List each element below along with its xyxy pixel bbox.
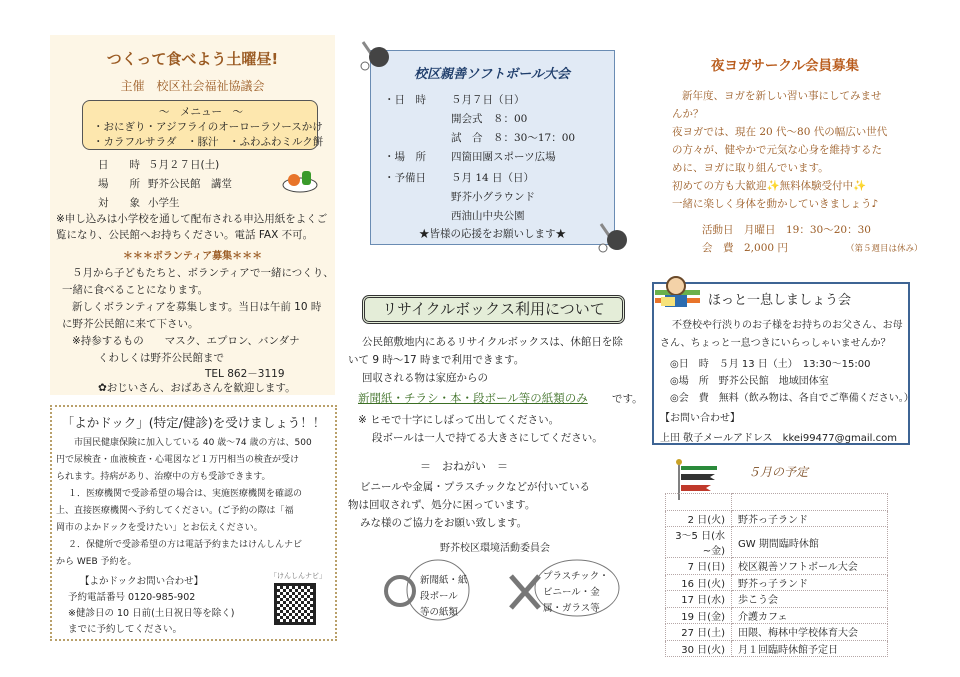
schedule-date: 3～5 日(水~金) <box>666 527 732 558</box>
hotto-detail: ◎会 費 無料（飲み物は、各自でご準備ください。） <box>670 393 914 404</box>
volunteer-text: に野芥公民館に来て下さい。 <box>62 318 199 330</box>
schedule-table <box>665 493 888 657</box>
ng-text: ビニール・金 <box>543 587 600 598</box>
schedule-row <box>666 624 888 641</box>
schedule-event: 野芥っ子ランド <box>732 574 888 591</box>
volunteer-text: ※持参するもの マスク、エプロン、バンダナ <box>72 335 300 347</box>
detail-label: 日 時 <box>98 159 140 171</box>
schedule-event: GW 期間臨時休館 <box>732 527 888 558</box>
row-value: 野芥小グラウンド <box>451 191 535 203</box>
menu-item: ・おにぎり・アジフライのオーローラソースかけ <box>93 121 323 133</box>
yokadock-title: 「よかドック」(特定/健診)を受けましょう！！ <box>61 415 326 430</box>
ok-text: 新聞紙・紙 <box>420 575 468 586</box>
yokadock-text: ２．保健所で受診希望の方は電話予約またはけんしんナビ <box>68 540 303 550</box>
contact-phone: 予約電話番号 0120-985-902 <box>68 592 196 603</box>
schedule-event: 校区親善ソフトボール大会 <box>732 558 888 575</box>
recycle-highlight: 新聞紙・チラシ・本・段ボール等の紙類のみ <box>358 391 588 405</box>
schedule-row <box>666 607 888 624</box>
qr-label: 「けんしんナビ」 <box>270 572 326 580</box>
lunch-title: つくって食べよう土曜昼! <box>106 50 279 68</box>
menu-item: ・カラフルサラダ ・豚汁 ・ふわふわミルク餅 <box>93 136 324 148</box>
detail-label: 対 象 <box>98 197 140 209</box>
hotto-contact-email[interactable]: 上田 敬子メールアドレス kkei99477@gmail.com <box>660 433 897 444</box>
ok-text: 等の紙類 <box>420 607 459 618</box>
baseball-glove-icon <box>360 40 390 72</box>
recycle-title: リサイクルボックス利用について <box>362 295 625 324</box>
lunch-host: 主催 校区社会福祉協議会 <box>120 79 265 93</box>
row-label: ・場 所 <box>384 151 426 163</box>
schedule-date: 30 日(火) <box>666 640 732 657</box>
hotto-contact-title: 【お問い合わせ】 <box>660 413 740 424</box>
volunteer-title: ＊＊＊ボランティア募集＊＊＊ <box>122 251 263 262</box>
volunteer-phone: TEL 862－3119 <box>205 368 285 380</box>
yokadock-text: 円で尿検査・血液検査・心電図など１万円相当の検査が受け <box>56 455 300 465</box>
person-reading-icon <box>655 276 700 308</box>
schedule-row <box>666 574 888 591</box>
notice-text: 覧になり、公民館へお持ちください。電話 FAX 不可。 <box>56 229 314 241</box>
recycle-note: 段ボールは一人で持てる大きさにしてください。 <box>372 432 603 444</box>
request-text: 物は回収されず、処分に困っています。 <box>348 499 536 511</box>
request-text: みな様のご協力をお願い致します。 <box>360 517 528 529</box>
food-plate-icon <box>282 163 318 193</box>
yoga-text: めに、ヨガに取り組んでいます。 <box>672 162 829 174</box>
yoga-fee: 会 費 2,000 円 <box>702 242 788 254</box>
volunteer-text: ５月から子どもたちと、ボランティアで一緒につくり、 <box>72 267 334 279</box>
ng-text: プラスチック・ <box>543 571 609 582</box>
schedule-date: 27 日(土) <box>666 624 732 641</box>
volunteer-text: ✿おじいさん、おばあさんを歓迎します。 <box>98 382 296 394</box>
notice-text: ※申し込みは小学校を通して配布される申込用紙をよくご <box>56 213 328 225</box>
row-value: ５月 14 日（日） <box>451 172 535 184</box>
yokadock-text: から WEB 予約を。 <box>56 557 137 567</box>
schedule-row <box>666 640 888 657</box>
row-value: 開会式 ８：00 <box>451 113 528 125</box>
schedule-date: 16 日(火) <box>666 574 732 591</box>
schedule-date: 2 日(火) <box>666 510 732 527</box>
schedule-event: 田隈、梅林中学校体育大会 <box>732 624 888 641</box>
schedule-event: 歩こう会 <box>732 591 888 608</box>
yokadock-section <box>50 405 337 641</box>
yoga-fee-note: （第５週目は休み） <box>846 244 923 254</box>
lunch-section <box>50 35 335 395</box>
hotto-detail: ◎日 時 ５月 13 日（土） 13:30～15:00 <box>670 359 871 370</box>
menu-title: ～ メニュー ～ <box>159 106 243 118</box>
yokadock-text: １．医療機関で受診希望の場合は、実施医療機関を確認の <box>68 489 303 499</box>
schedule-event: 野芥っ子ランド <box>732 510 888 527</box>
schedule-row <box>666 510 888 527</box>
yokadock-text: 市国民健康保険に加入している 40 歳～74 歳の方は、500 <box>74 438 312 448</box>
cross-ng-icon <box>511 576 539 608</box>
schedule-row <box>666 591 888 608</box>
schedule-date: 19 日(金) <box>666 607 732 624</box>
committee-name: 野芥校区環境活動委員会 <box>440 543 550 554</box>
yoga-text: の方々が、健やかで元気な心身を維持するた <box>672 144 882 156</box>
yoga-text: 一緒に楽しく身体を動かしていきましょう♪ <box>672 198 879 210</box>
menu-box <box>82 100 324 150</box>
yoga-text: 初めての方も大歓迎✨無料体験受付中✨ <box>672 180 867 192</box>
ok-text: 段ボール <box>420 591 458 602</box>
hotto-text: さん、ちょっと一息つきにいらっしゃいませんか？ <box>660 338 891 349</box>
row-value: 西油山中央公園 <box>451 210 525 222</box>
yoga-day: 活動日 月曜日 19：30～20：30 <box>702 224 871 236</box>
recycle-text: 公民館敷地内にあるリサイクルボックスは、休館日を除 <box>362 336 623 348</box>
row-label: ・日 時 <box>384 94 426 106</box>
hotto-detail: ◎場 所 野芥公民館 地域団体室 <box>670 376 829 387</box>
yokadock-text: られます。持病があり、治療中の方も受診できます。 <box>56 472 271 482</box>
yoga-text: んか？ <box>672 108 704 120</box>
request-title: ＝ おねがい ＝ <box>420 460 508 473</box>
volunteer-text: くわしくは野芥公民館まで <box>98 352 224 364</box>
yoga-text: 夜ヨガでは、現在 20 代～80 代の幅広い世代 <box>672 126 888 138</box>
yokadock-text: 岡市のよかドックを受けたい」とお伝えください。 <box>56 523 263 533</box>
schedule-row <box>666 494 888 511</box>
softball-cheer: ★皆様の応援をお願いします★ <box>419 228 566 240</box>
ng-text: 属・ガラス等 <box>543 603 600 614</box>
schedule-event: 月１回臨時休館予定日 <box>732 640 888 657</box>
contact-title: 【よかドックお問い合わせ】 <box>80 576 204 587</box>
detail-value: 野芥公民館 講堂 <box>148 178 232 190</box>
schedule-row <box>666 558 888 575</box>
recycle-note: ※ ヒモで十字にしばって出してください。 <box>358 414 560 426</box>
schedule-event: 介護カフェ <box>732 607 888 624</box>
schedule-row <box>666 527 888 558</box>
softball-title: 校区親善ソフトボール大会 <box>414 67 570 82</box>
recycle-text: いて 9 時～17 時まで利用できます。 <box>348 354 525 366</box>
qr-code[interactable] <box>274 583 316 625</box>
recycle-text: 回収される物は家庭からの <box>362 372 488 384</box>
yokadock-text: 上、直接医療機関へ予約してください。(ご予約の際は「福 <box>56 506 294 516</box>
schedule-date: 7 日(日) <box>666 558 732 575</box>
recycle-text: です。 <box>612 393 643 405</box>
row-value: 試 合 ８：30～17：00 <box>451 132 576 144</box>
detail-value: ５月２７日(土) <box>148 159 220 171</box>
row-value: ５月７日（日） <box>451 94 525 106</box>
contact-text: までに予約してください。 <box>68 624 183 635</box>
volunteer-text: 一緒に食べることになります。 <box>62 284 209 296</box>
baseball-glove-icon <box>598 222 628 254</box>
contact-text: ※健診日の 10 日前(土日祝日等を除く) <box>68 608 235 619</box>
volunteer-text: 新しくボランティアを募集します。当日は午前 10 時 <box>72 301 322 313</box>
hotto-text: 不登校や行渋りのお子様をお持ちのお父さん、お母 <box>672 320 903 331</box>
schedule-title: ５月の予定 <box>748 465 809 479</box>
detail-value: 小学生 <box>148 197 180 209</box>
yoga-text: 新年度、ヨガを新しい習い事にしてみませ <box>682 90 882 102</box>
yoga-title: 夜ヨガサークル会員募集 <box>710 58 860 74</box>
detail-label: 場 所 <box>98 178 140 190</box>
row-label: ・予備日 <box>384 172 426 184</box>
hotto-title: ほっと一息しましょう会 <box>708 293 852 308</box>
request-text: ビニールや金属・プラスチックなどが付いている <box>360 481 590 493</box>
row-value: 四箇田團スポーツ広場 <box>451 151 556 163</box>
schedule-date: 17 日(水) <box>666 591 732 608</box>
